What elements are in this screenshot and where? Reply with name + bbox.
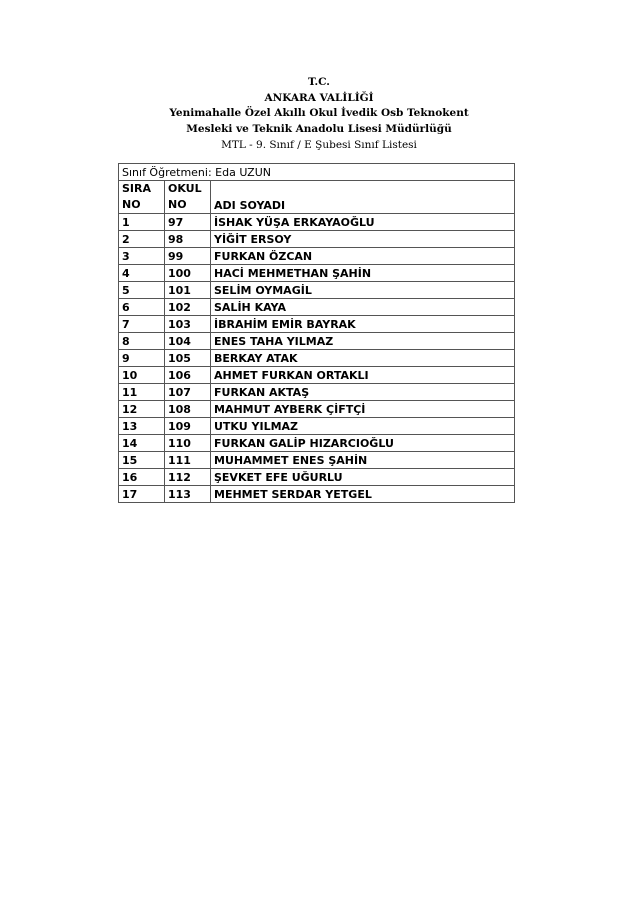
cell-student-name: İBRAHİM EMİR BAYRAK — [211, 316, 515, 333]
column-header-okul-top: OKUL — [168, 182, 202, 195]
cell-sira-no: 8 — [119, 333, 165, 350]
cell-sira-no: 13 — [119, 418, 165, 435]
cell-sira-no: 4 — [119, 265, 165, 282]
cell-student-name: SELİM OYMAGİL — [211, 282, 515, 299]
cell-student-name: FURKAN AKTAŞ — [211, 384, 515, 401]
column-header-name: ADI SOYADI — [211, 181, 515, 214]
cell-student-name: BERKAY ATAK — [211, 350, 515, 367]
cell-student-name: YİĞİT ERSOY — [211, 231, 515, 248]
table-row — [119, 418, 515, 435]
cell-okul-no: 109 — [165, 418, 211, 435]
cell-sira-no: 11 — [119, 384, 165, 401]
cell-student-name: ŞEVKET EFE UĞURLU — [211, 469, 515, 486]
table-row — [119, 435, 515, 452]
cell-okul-no: 106 — [165, 367, 211, 384]
cell-student-name: AHMET FURKAN ORTAKLI — [211, 367, 515, 384]
column-header-okul-bottom: NO — [168, 197, 187, 211]
table-row — [119, 350, 515, 367]
cell-sira-no: 16 — [119, 469, 165, 486]
cell-okul-no: 103 — [165, 316, 211, 333]
cell-student-name: MEHMET SERDAR YETGEL — [211, 486, 515, 503]
cell-okul-no: 100 — [165, 265, 211, 282]
table-row — [119, 265, 515, 282]
table-row — [119, 316, 515, 333]
cell-okul-no: 113 — [165, 486, 211, 503]
cell-okul-no: 107 — [165, 384, 211, 401]
table-row — [119, 248, 515, 265]
table-header-row — [119, 181, 515, 214]
cell-student-name: FURKAN GALİP HIZARCIOĞLU — [211, 435, 515, 452]
cell-sira-no: 2 — [119, 231, 165, 248]
table-row — [119, 401, 515, 418]
table-row — [119, 231, 515, 248]
cell-student-name: UTKU YILMAZ — [211, 418, 515, 435]
table-row — [119, 333, 515, 350]
cell-student-name: FURKAN ÖZCAN — [211, 248, 515, 265]
cell-sira-no: 14 — [119, 435, 165, 452]
header-governorship: ANKARA VALİLİĞİ — [264, 91, 374, 104]
table-row — [119, 486, 515, 503]
cell-student-name: SALİH KAYA — [211, 299, 515, 316]
cell-okul-no: 108 — [165, 401, 211, 418]
cell-okul-no: 99 — [165, 248, 211, 265]
teacher-row — [119, 164, 515, 181]
cell-okul-no: 102 — [165, 299, 211, 316]
table-row — [119, 282, 515, 299]
cell-student-name: İSHAK YÜŞA ERKAYAOĞLU — [211, 214, 515, 231]
header-school-name: Yenimahalle Özel Akıllı Okul İvedik Osb Teknokent — [169, 107, 469, 119]
column-header-sira-top: SIRA — [122, 182, 151, 195]
header-class-list-title: MTL - 9. Sınıf / E Şubesi Sınıf Listesi — [221, 139, 417, 151]
header-directorate: Mesleki ve Teknik Anadolu Lisesi Müdürlüğü — [186, 122, 452, 135]
cell-okul-no: 112 — [165, 469, 211, 486]
cell-okul-no: 97 — [165, 214, 211, 231]
cell-sira-no: 1 — [119, 214, 165, 231]
cell-okul-no: 98 — [165, 231, 211, 248]
cell-sira-no: 15 — [119, 452, 165, 469]
header-country: T.C. — [308, 76, 330, 88]
teacher-label: Sınıf Öğretmeni: Eda UZUN — [119, 164, 515, 181]
table-row — [119, 299, 515, 316]
table-row — [119, 367, 515, 384]
cell-okul-no: 101 — [165, 282, 211, 299]
table-row — [119, 469, 515, 486]
cell-sira-no: 10 — [119, 367, 165, 384]
table-row — [119, 214, 515, 231]
cell-student-name: MUHAMMET ENES ŞAHİN — [211, 452, 515, 469]
cell-sira-no: 9 — [119, 350, 165, 367]
cell-sira-no: 5 — [119, 282, 165, 299]
column-header-sira-bottom: NO — [122, 197, 141, 211]
class-list-table — [118, 163, 515, 503]
document-header — [0, 75, 638, 154]
table-row — [119, 452, 515, 469]
column-header-sira-no — [119, 181, 165, 214]
cell-student-name: MAHMUT AYBERK ÇİFTÇİ — [211, 401, 515, 418]
cell-okul-no: 111 — [165, 452, 211, 469]
cell-okul-no: 105 — [165, 350, 211, 367]
cell-sira-no: 6 — [119, 299, 165, 316]
cell-okul-no: 104 — [165, 333, 211, 350]
cell-sira-no: 17 — [119, 486, 165, 503]
cell-sira-no: 12 — [119, 401, 165, 418]
cell-sira-no: 3 — [119, 248, 165, 265]
cell-student-name: ENES TAHA YILMAZ — [211, 333, 515, 350]
cell-sira-no: 7 — [119, 316, 165, 333]
cell-okul-no: 110 — [165, 435, 211, 452]
column-header-okul-no — [165, 181, 211, 214]
cell-student-name: HACİ MEHMETHAN ŞAHİN — [211, 265, 515, 282]
table-row — [119, 384, 515, 401]
